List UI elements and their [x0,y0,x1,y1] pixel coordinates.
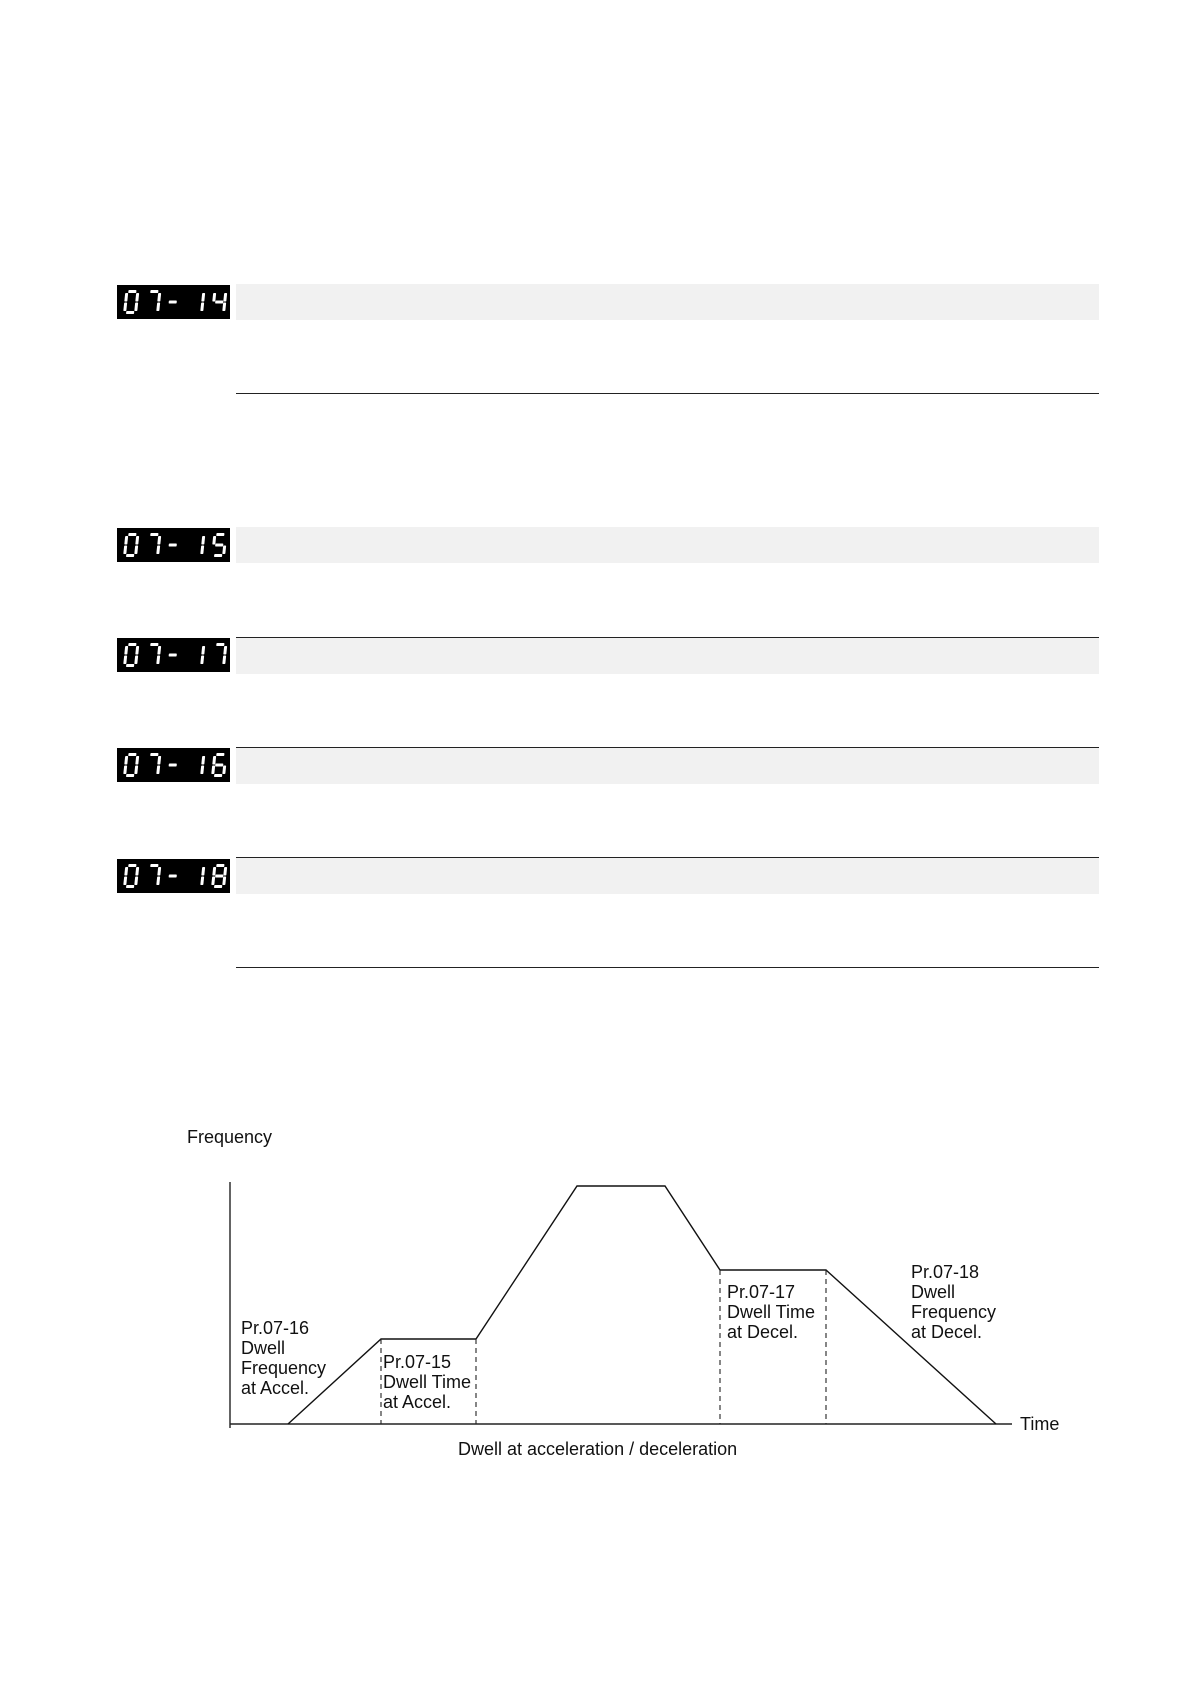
annotation-line: Pr.07-15 [383,1352,452,1372]
annotation-dwell-frequency-decel [911,1262,996,1342]
annotation-line: Dwell [911,1282,956,1302]
annotation-dwell-frequency-accel [241,1318,326,1398]
annotation-line: Pr.07-18 [911,1262,980,1282]
annotation-dwell-time-decel [727,1282,815,1342]
x-axis-label: Time [1020,1414,1060,1434]
annotation-line: Pr.07-16 [241,1318,310,1338]
annotation-line: at Accel. [383,1392,452,1412]
annotation-line: Frequency [911,1302,997,1322]
y-axis-label: Frequency [187,1127,273,1147]
diagram-caption: Dwell at acceleration / deceleration [458,1439,738,1459]
annotation-line: Dwell [241,1338,286,1358]
annotation-line: Dwell Time [727,1302,816,1322]
annotation-line: Pr.07-17 [727,1282,796,1302]
annotation-line: at Accel. [241,1378,310,1398]
annotation-line: at Decel. [727,1322,799,1342]
annotation-line: Dwell Time [383,1372,472,1392]
annotation-line: Frequency [241,1358,327,1378]
annotation-dwell-time-accel [383,1352,471,1412]
annotation-line: at Decel. [911,1322,983,1342]
